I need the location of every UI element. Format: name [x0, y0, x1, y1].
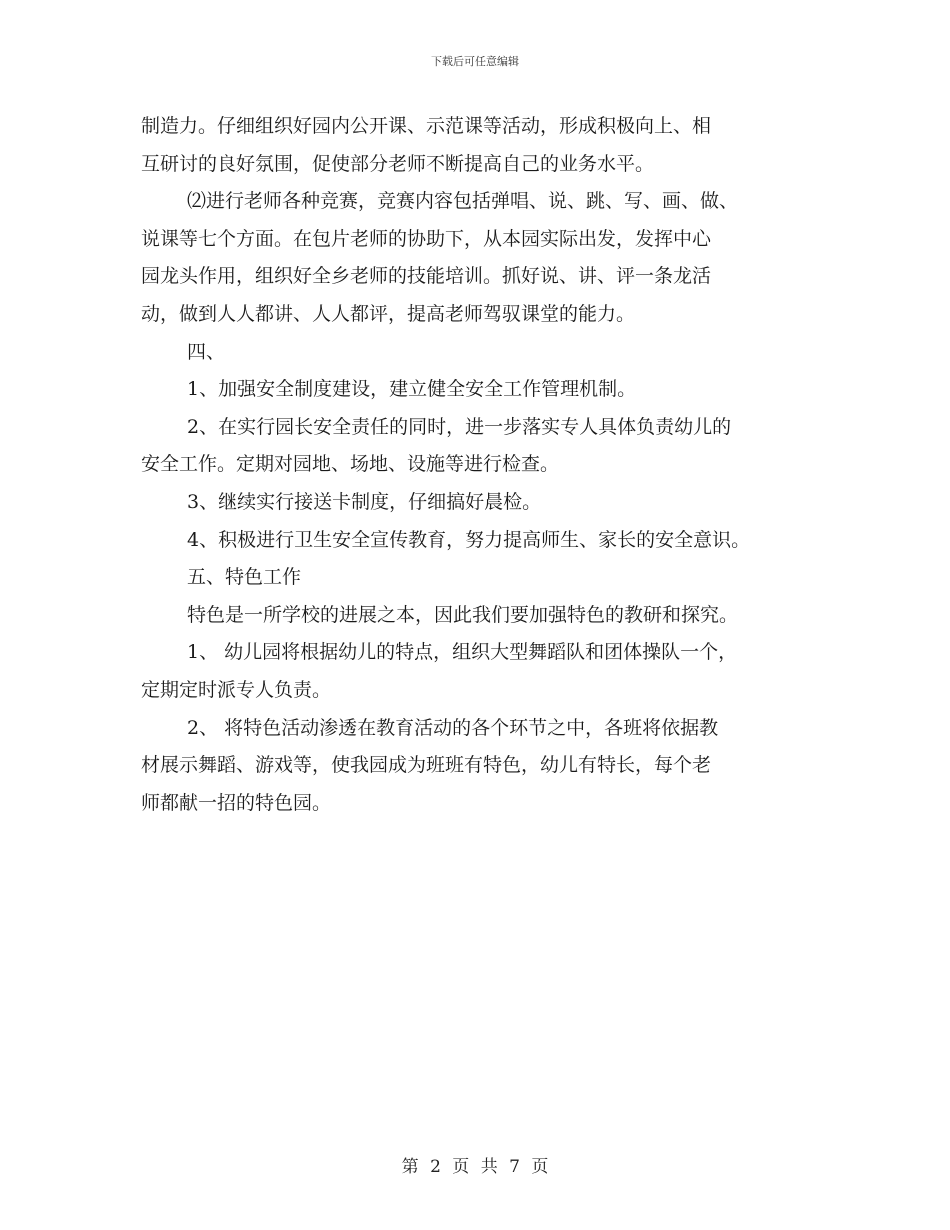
text-line: 材展示舞蹈、游戏等，使我园成为班班有特色，幼儿有特长，每个老	[141, 754, 712, 777]
paragraph	[141, 108, 831, 183]
text-line: 互研讨的良好氛围，促使部分老师不断提高自己的业务水平。	[141, 152, 655, 175]
text-line: 1、加强安全制度建设，建立健全安全工作管理机制。	[187, 378, 637, 401]
text-line: 园龙头作用，组织好全乡老师的技能培训。抓好说、讲、评一条龙活	[141, 265, 712, 288]
text-line: 四、	[187, 340, 226, 363]
text-line: 制造力。仔细组织好园内公开课、示范课等活动，形成积极向上、相	[141, 115, 712, 137]
text-line: 1、 幼儿园将根据幼儿的特点，组织大型舞蹈队和团体操队一个，	[187, 641, 738, 664]
paragraph	[141, 597, 831, 635]
paragraph	[141, 409, 831, 484]
paragraph	[141, 522, 831, 560]
paragraph	[141, 183, 831, 333]
text-line: 特色是一所学校的进展之本，因此我们要加强特色的教研和探究。	[187, 603, 739, 626]
text-line: 师都献一招的特色园。	[141, 791, 332, 814]
text-line: 定期定时派专人负责。	[141, 678, 332, 701]
text-line: 说课等七个方面。在包片老师的协助下，从本园实际出发，发挥中心	[141, 227, 712, 250]
text-line: ⑵进行老师各种竞赛，竞赛内容包括弹唱、说、跳、写、画、做、	[187, 190, 739, 213]
text-line: 2、 将特色活动渗透在教育活动的各个环节之中，各班将依据教	[187, 716, 719, 739]
paragraph	[141, 710, 831, 823]
text-line: 安全工作。定期对园地、场地、设施等进行检查。	[141, 453, 560, 476]
paragraph	[141, 634, 831, 709]
text-line: 3、继续实行接送卡制度，仔细搞好晨检。	[187, 490, 542, 513]
text-line: 五、特色工作	[187, 566, 302, 589]
section-heading	[141, 559, 831, 597]
page-number: 第 2 页 共 7 页	[401, 1157, 549, 1177]
paragraph	[141, 484, 831, 522]
page-header: 下载后可任意编辑	[431, 55, 519, 68]
text-line: 2、在实行园长安全责任的同时，进一步落实专人具体负责幼儿的	[187, 415, 732, 438]
paragraph	[141, 371, 831, 409]
document-body	[141, 108, 831, 822]
text-line: 4、积极进行卫生安全宣传教育，努力提高师生、家长的安全意识。	[187, 528, 751, 551]
section-heading	[141, 334, 831, 372]
text-line: 动，做到人人都讲、人人都评，提高老师驾驭课堂的能力。	[141, 302, 636, 325]
